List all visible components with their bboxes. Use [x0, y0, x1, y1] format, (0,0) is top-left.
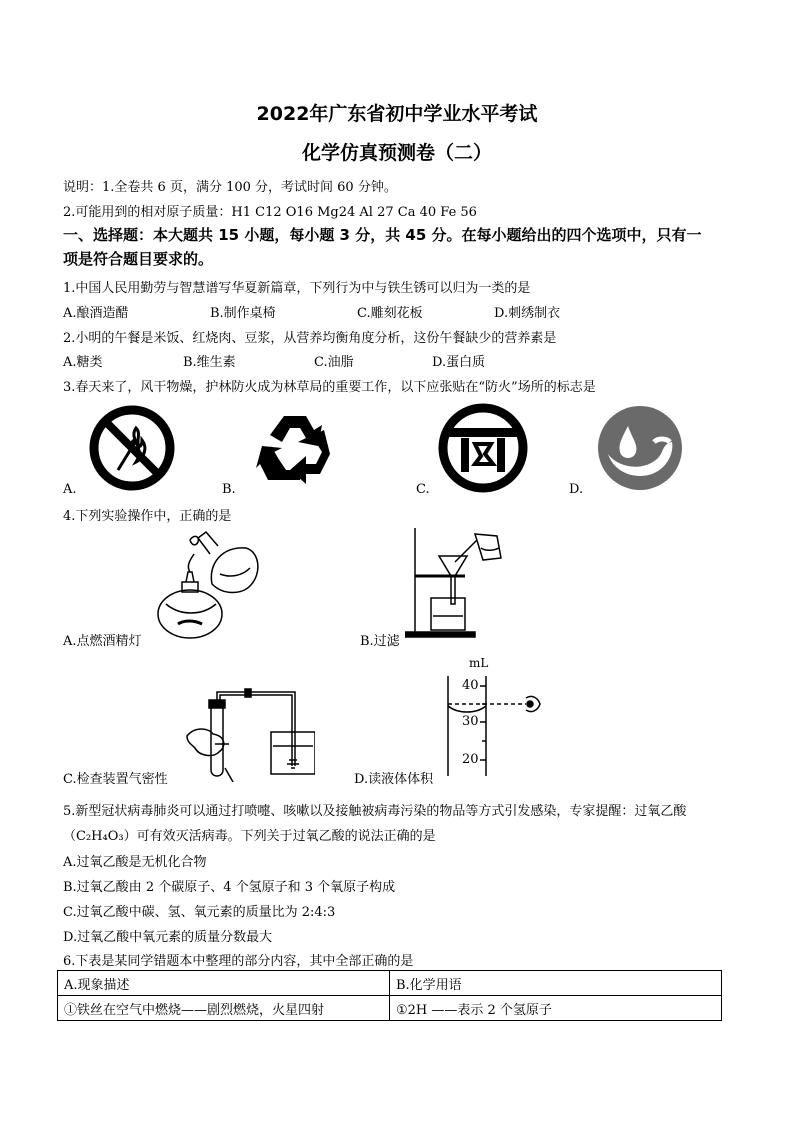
q4-option-d: D.读液体体积 — [354, 772, 434, 787]
q3-option-a: A. — [63, 482, 77, 497]
q5-option-a: A.过氧乙酸是无机化合物 — [63, 855, 207, 870]
q5-stem-line-1: 5.新型冠状病毒肺炎可以通过打喷嚏、咳嗽以及接触被病毒污染的物品等方式引发感染，专家提醒：过氧乙酸 — [63, 804, 687, 819]
q4-option-a: A.点燃酒精灯 — [63, 634, 142, 649]
q2-option-b: B.维生素 — [183, 355, 236, 370]
q5-option-c: C.过氧乙酸中碳、氢、氧元素的质量比为 2:4:3 — [63, 905, 336, 920]
q2-option-c: C.油脂 — [314, 355, 354, 370]
recycle-sign-icon — [248, 404, 344, 492]
table-cell-row1-a: ①铁丝在空气中燃烧——剧烈燃烧，火星四射 — [58, 996, 390, 1021]
table-row — [58, 971, 722, 996]
note-line-1: 说明：1.全卷共 6 页，满分 100 分，考试时间 60 分钟。 — [63, 180, 397, 195]
airtightness-check-figure — [185, 686, 315, 782]
cylinder-tick-20: 20 — [462, 752, 479, 767]
exam-subtitle: 化学仿真预测卷（二） — [301, 142, 492, 164]
q6-table — [57, 970, 722, 1021]
no-open-flame-sign-icon — [88, 404, 176, 492]
water-saving-sign-icon — [594, 402, 686, 494]
section-heading-1: 一、选择题：本大题共 15 小题，每小题 3 分，共 45 分。在每小题给出的四个选项中，只有一 — [63, 226, 702, 244]
cylinder-tick-30: 30 — [462, 714, 479, 729]
table-cell-row1-b: ①2H ——表示 2 个氢原子 — [390, 996, 722, 1021]
q4-option-b: B.过滤 — [360, 634, 400, 649]
filtration-figure — [405, 526, 515, 640]
q2-option-a: A.糖类 — [63, 355, 103, 370]
table-cell-head-b: B.化学用语 — [390, 971, 722, 996]
table-row — [58, 996, 722, 1021]
q5-option-d: D.过氧乙酸中氧元素的质量分数最大 — [63, 930, 273, 945]
q3-stem: 3.春天来了，风干物燥，护林防火成为林草局的重要工作，以下应张贴在“防火”场所的标志是 — [63, 380, 596, 395]
q1-stem: 1.中国人民用勤劳与智慧谱写华夏新篇章，下列行为中与铁生锈可以归为一类的是 — [63, 281, 531, 296]
q1-option-c: C.雕刻花板 — [357, 306, 423, 321]
q6-stem: 6.下表是某同学错题本中整理的部分内容，其中全部正确的是 — [63, 954, 414, 969]
q1-option-d: D.刺绣制衣 — [494, 306, 561, 321]
q3-option-b: B. — [222, 482, 236, 497]
seal-sign-icon — [437, 402, 529, 494]
cylinder-tick-40: 40 — [462, 678, 479, 693]
q5-option-b: B.过氧乙酸由 2 个碳原子、4 个氢原子和 3 个氧原子构成 — [63, 880, 396, 895]
note-line-2: 2.可能用到的相对原子质量：H1 C12 O16 Mg24 Al 27 Ca 40 Fe 56 — [63, 205, 477, 220]
q2-option-d: D.蛋白质 — [432, 355, 486, 370]
q2-stem: 2.小明的午餐是米饭、红烧肉、豆浆，从营养均衡角度分析，这份午餐缺少的营养素是 — [63, 331, 557, 346]
cylinder-unit-label: mL — [469, 656, 489, 670]
exam-title: 2022年广东省初中学业水平考试 — [256, 103, 538, 125]
table-cell-head-a: A.现象描述 — [58, 971, 390, 996]
alcohol-lamp-figure — [150, 524, 270, 644]
q5-stem-line-2: （C₂H₄O₃）可有效灭活病毒。下列关于过氧乙酸的说法正确的是 — [63, 829, 436, 844]
q3-option-d: D. — [569, 482, 584, 497]
q1-option-a: A.酿酒造醋 — [63, 306, 129, 321]
q4-stem: 4.下列实验操作中，正确的是 — [63, 509, 232, 524]
q4-option-c: C.检查装置气密性 — [63, 772, 168, 787]
graduated-cylinder-figure — [446, 672, 546, 778]
q1-option-b: B.制作桌椅 — [210, 306, 276, 321]
section-heading-2: 项是符合题目要求的。 — [63, 250, 214, 268]
q3-option-c: C. — [416, 482, 430, 497]
